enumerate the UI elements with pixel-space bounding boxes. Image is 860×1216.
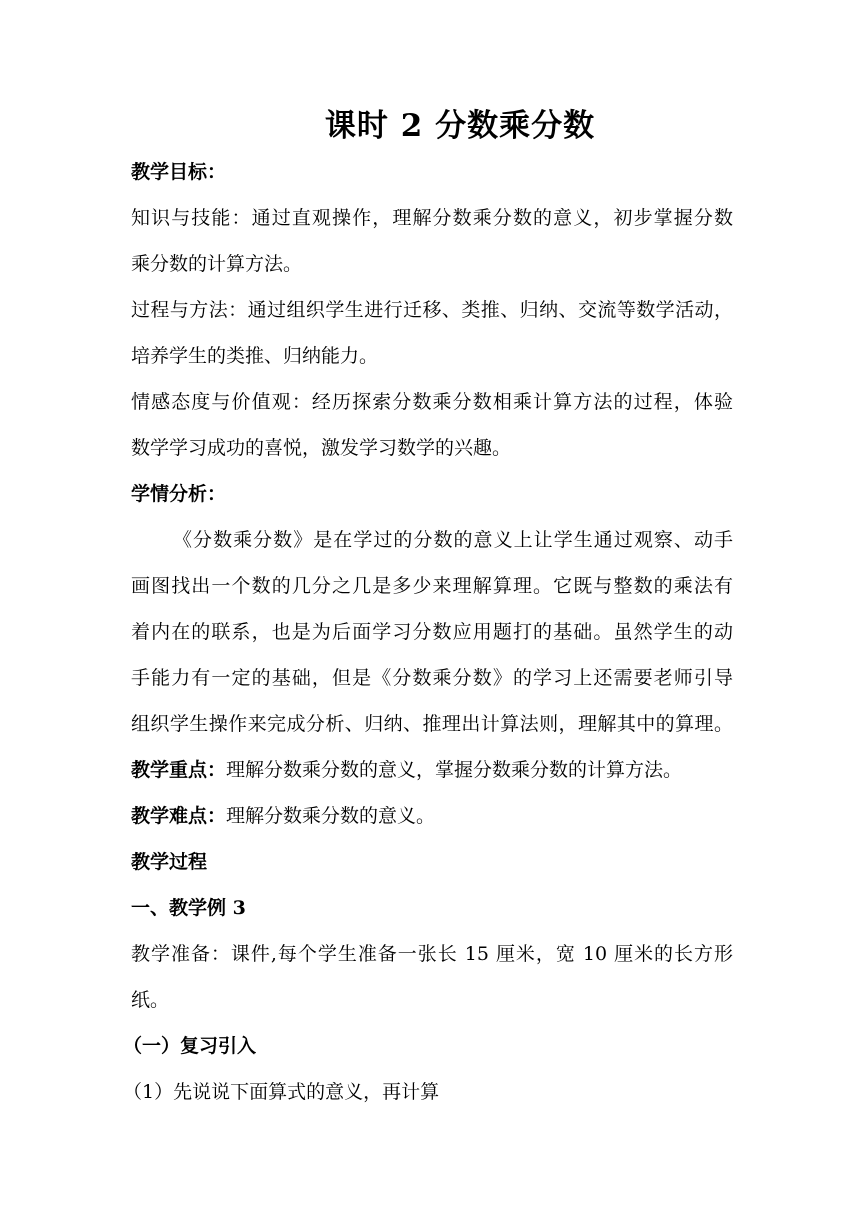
key-point — [131, 747, 733, 793]
analysis-heading: 学情分析： — [131, 483, 227, 505]
goals-heading: 教学目标： — [131, 161, 227, 183]
page-title: 课时 2 分数乘分数 — [324, 108, 596, 144]
goal-knowledge-line-2: 乘分数的计算方法。 — [131, 253, 303, 275]
analysis-line-3: 着内在的联系，也是为后面学习分数应用题打的基础。虽然学生的动 — [131, 621, 733, 643]
key-point-text: 理解分数乘分数的意义，掌握分数乘分数的计算方法。 — [226, 759, 683, 781]
review-item-1: （1）先说说下面算式的意义，再计算 — [123, 1081, 440, 1103]
goal-attitude-line-2: 数学学习成功的喜悦，激发学习数学的兴趣。 — [131, 437, 512, 459]
difficulty-point-label: 教学难点： — [131, 805, 227, 827]
goal-process-line-2: 培养学生的类推、归纳能力。 — [131, 345, 379, 367]
difficulty-point — [131, 793, 733, 839]
review-heading: （一）复习引入 — [123, 1035, 257, 1057]
difficulty-point-text: 理解分数乘分数的意义。 — [226, 805, 436, 827]
analysis-line-1: 《分数乘分数》是在学过的分数的意义上让学生通过观察、动手 — [173, 529, 733, 551]
analysis-line-2: 画图找出一个数的几分之几是多少来理解算理。它既与整数的乘法有 — [131, 575, 733, 597]
goal-attitude-line-1: 情感态度与价值观：经历探索分数乘分数相乘计算方法的过程，体验 — [131, 391, 733, 413]
key-point-label: 教学重点： — [131, 759, 227, 781]
analysis-line-5: 组织学生操作来完成分析、归纳、推理出计算法则，理解其中的算理。 — [131, 713, 733, 735]
analysis-line-4: 手能力有一定的基础，但是《分数乘分数》的学习上还需要老师引导 — [131, 667, 733, 689]
preparation-line-2: 纸。 — [131, 989, 170, 1011]
goal-knowledge-line-1: 知识与技能：通过直观操作，理解分数乘分数的意义，初步掌握分数 — [131, 207, 733, 229]
preparation-line-1: 教学准备：课件,每个学生准备一张长 15 厘米，宽 10 厘米的长方形 — [131, 943, 733, 965]
goal-process-line-1: 过程与方法：通过组织学生进行迁移、类推、归纳、交流等数学活动， — [131, 299, 733, 321]
section-1-heading: 一、教学例 3 — [131, 897, 246, 919]
process-heading: 教学过程 — [131, 851, 208, 873]
document-body — [123, 149, 733, 1115]
